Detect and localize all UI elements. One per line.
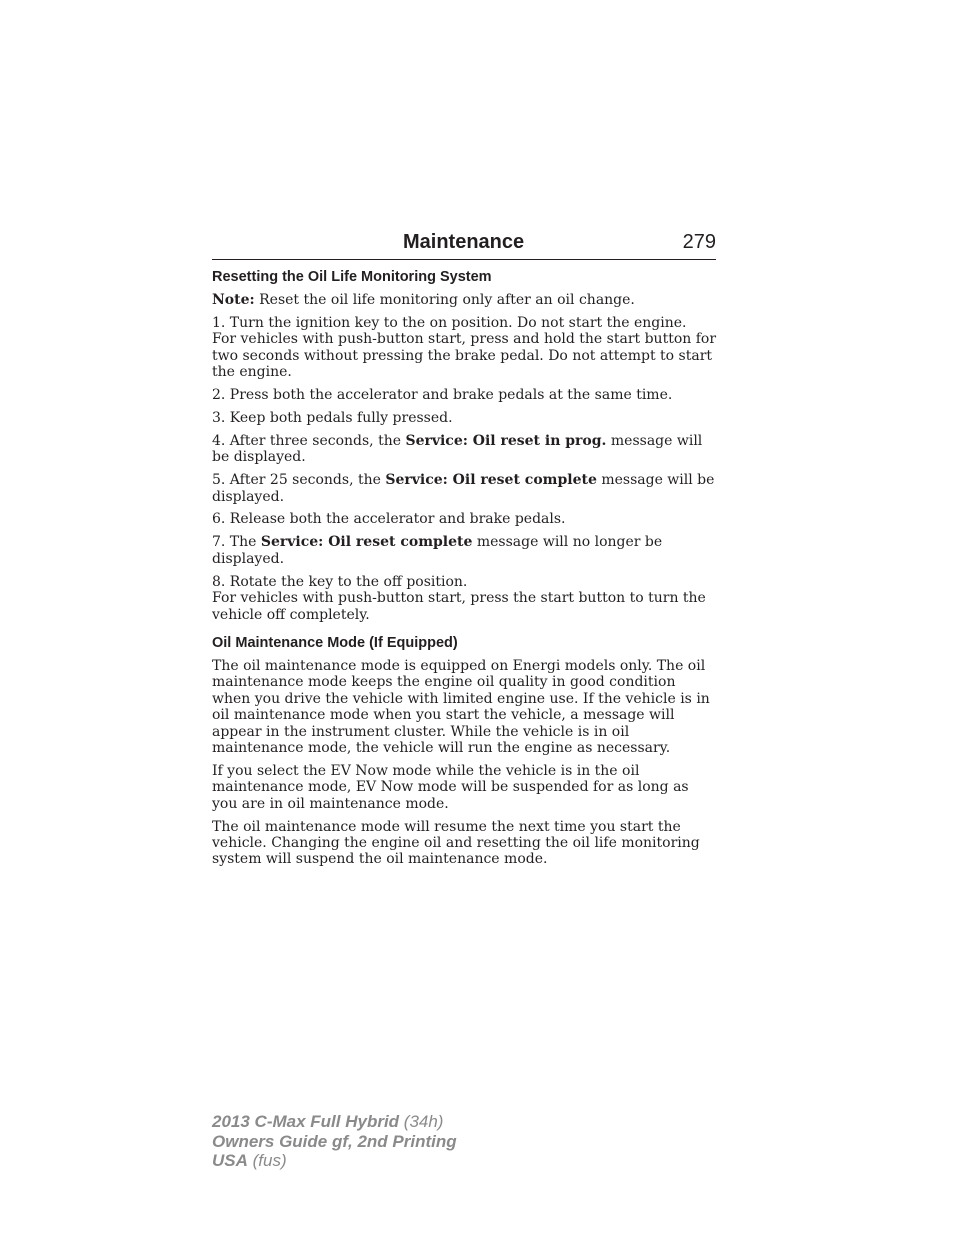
step-5-message: Service: Oil reset complete bbox=[385, 472, 597, 489]
heading-oil-maintenance-mode: Oil Maintenance Mode (If Equipped) bbox=[212, 634, 458, 651]
oil-mode-paragraph-3: The oil maintenance mode will resume the next time you start the vehicle. Changing the engine oil and resetting the oil life monitoring system will suspend the oil maintenance mode. bbox=[212, 818, 700, 868]
page-content bbox=[212, 268, 716, 874]
step-7-text-c: message will no longer be displayed. bbox=[212, 534, 663, 567]
page-number: 279 bbox=[682, 231, 716, 253]
step-7-message: Service: Oil reset complete bbox=[260, 534, 473, 551]
step-3: 3. Keep both pedals fully pressed. bbox=[212, 409, 453, 426]
page-header bbox=[212, 229, 716, 260]
step-1-push-text: For vehicles with push-button start, press and hold the start button for two seconds without pressing the brake pedal. Do not attempt to start the engine. bbox=[212, 331, 717, 381]
step-6: 6. Release both the accelerator and brake pedals. bbox=[212, 511, 566, 528]
step-7 bbox=[212, 534, 716, 567]
footer-region: USA bbox=[212, 1151, 248, 1170]
note-label: Note: bbox=[212, 292, 255, 308]
footer-line-3 bbox=[212, 1151, 457, 1171]
step-4 bbox=[212, 433, 716, 466]
page-footer bbox=[212, 1112, 457, 1171]
step-8 bbox=[212, 574, 716, 623]
step-5-text-a: 5. After 25 seconds, the bbox=[212, 472, 386, 489]
oil-mode-paragraph-1: The oil maintenance mode is equipped on Energi models only. The oil maintenance mode keeps the engine oil quality in good condition when you drive the vehicle with limited engine use. If the vehicle is in oil maintenance mode when you start the vehicle, a message will appear in the instrument cluster. While the vehicle is in oil maintenance mode, the vehicle will run the engine as necessary. bbox=[212, 657, 710, 756]
step-1-text: 1. Turn the ignition key to the on position. Do not start the engine. bbox=[212, 314, 687, 331]
step-8-push-text: For vehicles with push-button start, press the start button to turn the vehicle off completely. bbox=[212, 590, 706, 623]
step-2: 2. Press both the accelerator and brake pedals at the same time. bbox=[212, 387, 673, 404]
oil-mode-paragraph-2: If you select the EV Now mode while the vehicle is in the oil maintenance mode, EV Now mode will be suspended for as long as you are in oil maintenance mode. bbox=[212, 762, 689, 812]
step-4-text-c: message will be displayed. bbox=[212, 432, 703, 466]
footer-line-1 bbox=[212, 1112, 457, 1132]
step-5 bbox=[212, 472, 716, 505]
footer-model-code: (34h) bbox=[399, 1112, 444, 1131]
footer-model: 2013 C-Max Full Hybrid bbox=[212, 1112, 400, 1131]
step-4-text-a: 4. After three seconds, the bbox=[212, 432, 406, 449]
step-7-text-a: 7. The bbox=[212, 534, 261, 551]
note-text: Reset the oil life monitoring only after an oil change. bbox=[254, 292, 635, 308]
step-4-message: Service: Oil reset in prog. bbox=[405, 432, 607, 449]
heading-resetting-oil-life: Resetting the Oil Life Monitoring System bbox=[212, 269, 492, 285]
note-paragraph bbox=[212, 292, 716, 308]
step-8-text: 8. Rotate the key to the off position. bbox=[212, 573, 468, 590]
section-title: Maintenance bbox=[403, 231, 525, 253]
footer-region-code: (fus) bbox=[247, 1151, 287, 1170]
step-1 bbox=[212, 315, 716, 381]
step-5-text-c: message will be displayed. bbox=[212, 472, 715, 505]
footer-line-2 bbox=[212, 1132, 457, 1152]
footer-guide: Owners Guide gf, 2nd Printing bbox=[212, 1131, 457, 1151]
